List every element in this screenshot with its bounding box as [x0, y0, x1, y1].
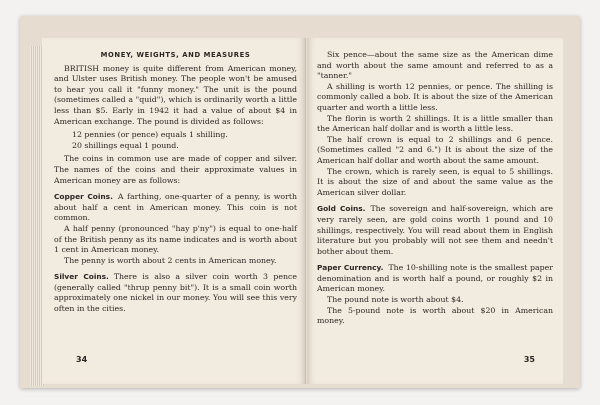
- intro-paragraph: BRITISH money is quite different from American money, and Ulster uses British money. The people won't be amused to hear you call it "funny money." The unit is the pound (sometimes called a "quid"), which is ordinarily worth a little less than $5. Early in 1942 it had a value of about $4 in American exchange. The pound is divided as follows:: [54, 63, 297, 126]
- silver-coins-text: There is also a silver coin worth 3 pence (generally called "thrup penny bit"). It is a small coin worth approximately one nickel in our money. You will see this very often in the cities.: [54, 272, 297, 314]
- silver-coins-heading: Silver Coins.: [54, 272, 109, 282]
- coins-intro-paragraph: The coins in common use are made of copper and silver. The names of the coins and their approximate values in American money are as follows:: [54, 154, 297, 185]
- booklet: [20, 16, 580, 388]
- crown-paragraph: The crown, which is rarely seen, is equal to 5 shillings. It is about the size of and about the same value as the American silver dollar.: [317, 166, 553, 197]
- page-number-left: 34: [76, 355, 88, 365]
- silver-coins-paragraph: [54, 272, 297, 314]
- list-item: 12 pennies (or pence) equals 1 shilling.: [72, 130, 228, 140]
- copper-coins-text: A farthing, one-quarter of a penny, is worth about half a cent in American money. This coin is not common.: [54, 192, 297, 223]
- pound-note-paragraph: The pound note is worth about $4.: [327, 295, 464, 305]
- right-page: [307, 38, 563, 384]
- pound-division-list: [54, 130, 297, 151]
- sixpence-paragraph: Six pence—about the same size as the American dime and worth about the same amount and referred to as a "tanner.": [317, 50, 553, 81]
- page-header: MONEY, WEIGHTS, AND MEASURES: [100, 51, 251, 59]
- gold-coins-text: The sovereign and half-sovereign, which are very rarely seen, are gold coins worth 1 pound and 10 shillings, respectively. You will read about them in English literature but you probably will not see them and needn't bother about them.: [317, 204, 554, 256]
- paper-currency-heading: Paper Currency.: [317, 263, 384, 273]
- florin-paragraph: The florin is worth 2 shillings. It is a little smaller than the American half dollar and is worth a little less.: [317, 113, 553, 134]
- page-number-right: 35: [523, 355, 535, 365]
- halfcrown-paragraph: The half crown is equal to 2 shillings and 6 pence. (Sometimes called "2 and 6.") It is about the size of the American half dollar and worth about the same amount.: [317, 134, 553, 165]
- halfpenny-paragraph: A half penny (pronounced "hay p'ny") is equal to one-half of the British penny as its name indicates and is worth about 1 cent in American money.: [54, 223, 297, 255]
- copper-coins-paragraph: [54, 192, 297, 224]
- left-page: [42, 38, 306, 384]
- copper-coins-heading: Copper Coins.: [54, 192, 113, 202]
- penny-paragraph: The penny is worth about 2 cents in American money.: [64, 255, 277, 265]
- paper-currency-paragraph: [317, 263, 553, 295]
- paper-currency-text: The 10-shilling note is the smallest paper denomination and is worth half a pound, or roughly $2 in American money.: [317, 263, 553, 294]
- gold-coins-heading: Gold Coins.: [317, 204, 366, 214]
- list-item: 20 shillings equal 1 pound.: [72, 140, 179, 150]
- five-pound-note-paragraph: The 5-pound note is worth about $20 in American money.: [317, 305, 553, 326]
- gold-coins-paragraph: [317, 204, 553, 257]
- shilling-paragraph: A shilling is worth 12 pennies, or pence. The shilling is commonly called a bob. It is about the size of the American quarter and worth a little less.: [317, 81, 553, 112]
